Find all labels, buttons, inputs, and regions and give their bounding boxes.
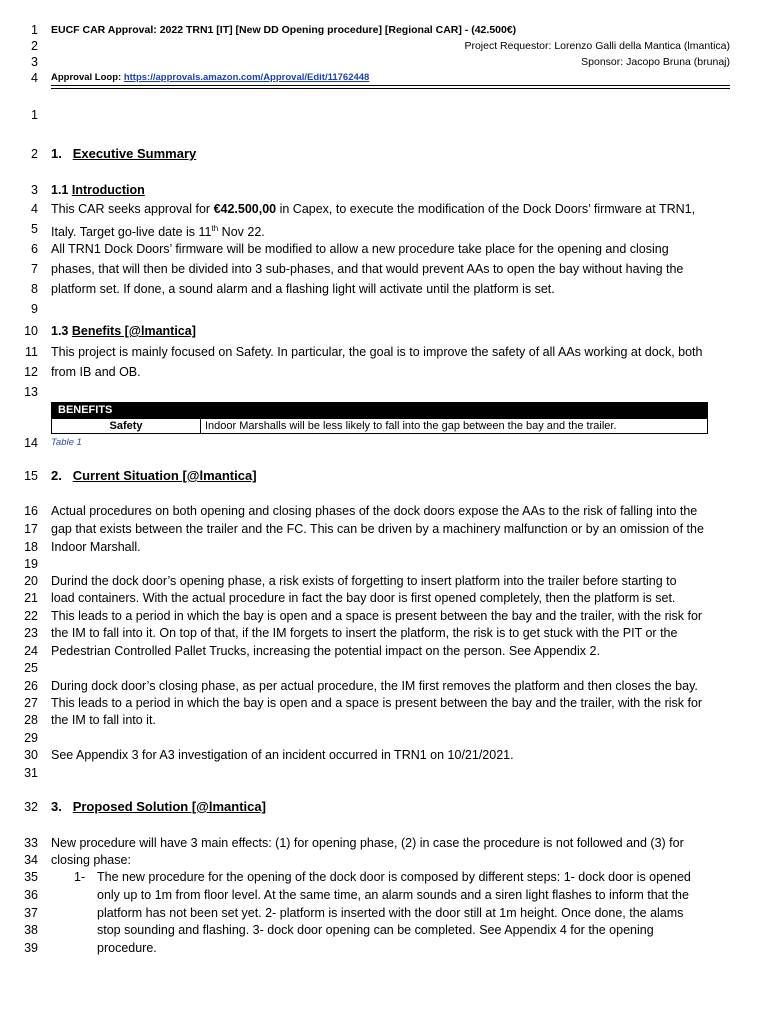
line-number: 19 [24, 557, 38, 571]
line-number: 8 [31, 282, 38, 296]
line-number: 38 [24, 923, 38, 937]
paragraph-line: platform set. If done, a sound alarm and a flashing light will activate until the platform is set. [51, 282, 555, 296]
approval-loop-label: Approval Loop: [51, 72, 124, 83]
line-number: 34 [24, 853, 38, 867]
benefits-table-header: BENEFITS [52, 403, 708, 419]
paragraph-line: phases, that will then be divided into 3 sub-phases, and that would prevent AAs to open the bay without having the [51, 262, 684, 276]
paragraph-line: closing phase: [51, 853, 131, 867]
line-number: 11 [25, 345, 38, 359]
line-number: 37 [24, 906, 38, 920]
list-bullet: 1- [74, 870, 86, 884]
line-number: 23 [24, 626, 38, 640]
paragraph-line: New procedure will have 3 main effects: (1) for opening phase, (2) in case the procedure is not followed and (3) for [51, 836, 684, 850]
line-number: 2 [31, 147, 38, 161]
line-number: 6 [31, 242, 38, 256]
line-number: 35 [24, 870, 38, 884]
line-number: 28 [24, 713, 38, 727]
paragraph-line: the IM to fall into it. [51, 713, 156, 727]
line-number: 20 [24, 574, 38, 588]
paragraph-line: Actual procedures on both opening and closing phases of the dock doors expose the AAs to the risk of falling into the [51, 504, 698, 518]
line-number: 4 [31, 202, 38, 216]
line-number: 17 [24, 522, 38, 536]
line-number: 3 [31, 55, 38, 69]
line-number: 18 [24, 540, 38, 554]
paragraph-line: During dock door’s closing phase, as per actual procedure, the IM first removes the platform and then closes the bay. [51, 679, 698, 693]
line-number: 5 [31, 222, 38, 236]
approval-loop [51, 70, 716, 86]
document-title: EUCF CAR Approval: 2022 TRN1 [IT] [New DD Opening procedure] [Regional CAR] - (42.500€) [51, 24, 517, 36]
benefits-table [51, 402, 708, 434]
line-number: 10 [24, 324, 38, 338]
paragraph-line: All TRN1 Dock Doors’ firmware will be modified to allow a new procedure take place for the opening and closing [51, 242, 669, 256]
line-number: 7 [31, 262, 38, 276]
section-heading-current-situation: 2. Current Situation [@lmantica] [51, 468, 257, 483]
paragraph-line: gap that exists between the trailer and the FC. This can be driven by a machinery malfunction or by an omission of the [51, 522, 704, 536]
paragraph-line: This CAR seeks approval for €42.500,00 in Capex, to execute the modification of the Dock Doors’ firmware at TRN1, [51, 202, 696, 216]
table-row [52, 419, 708, 434]
line-number: 1 [31, 108, 38, 122]
section-heading-executive-summary: 1. Executive Summary [51, 146, 197, 161]
line-number: 9 [31, 302, 38, 316]
paragraph-line: Durind the dock door’s opening phase, a risk exists of forgetting to insert platform into the trailer before starting to [51, 574, 677, 588]
capex-amount: €42.500,00 [213, 202, 277, 216]
line-number: 22 [24, 609, 38, 623]
line-number: 16 [24, 504, 38, 518]
paragraph-line: This project is mainly focused on Safety. In particular, the goal is to improve the safety of all AAs working at dock, both [51, 345, 703, 359]
paragraph-line: Pedestrian Controlled Pallet Trucks, increasing the potential impact on the person. See Appendix 2. [51, 644, 600, 658]
line-number: 15 [24, 469, 38, 483]
line-number: 36 [24, 888, 38, 902]
paragraph-line: Indoor Marshall. [51, 540, 141, 554]
line-number: 39 [24, 941, 38, 955]
list-item-line: only up to 1m from floor level. At the same time, an alarm sounds and a siren light flashes to inform that the [97, 888, 689, 902]
project-requestor: Project Requestor: Lorenzo Galli della Mantica (lmantica) [464, 40, 730, 52]
line-number: 14 [24, 436, 38, 450]
benefit-description: Indoor Marshalls will be less likely to fall into the gap between the bay and the trailer. [201, 419, 708, 434]
line-number: 13 [24, 385, 38, 399]
paragraph-line: This leads to a period in which the bay is open and a space is present between the bay and the trailer, with the risk for [51, 696, 703, 710]
project-sponsor: Sponsor: Jacopo Bruna (brunaj) [581, 56, 730, 68]
paragraph-line: This leads to a period in which the bay is open and a space is present between the bay and the trailer, with the risk for [51, 609, 703, 623]
line-number: 33 [24, 836, 38, 850]
header-rule-double [51, 88, 730, 89]
line-number: 30 [24, 748, 38, 762]
header-rule [51, 85, 730, 86]
line-number: 32 [24, 800, 38, 814]
list-item-line: stop sounding and flashing. 3- dock door opening can be completed. See Appendix 4 for the opening [97, 923, 654, 937]
line-number: 1 [31, 23, 38, 37]
line-number: 29 [24, 731, 38, 745]
paragraph-line: the IM to fall into it. On top of that, if the IM forgets to insert the platform, the risk is to get stuck with the PIT or the [51, 626, 678, 640]
line-number: 2 [31, 39, 38, 53]
approval-link[interactable]: https://approvals.amazon.com/Approval/Edit/11762448 [123, 72, 370, 83]
list-item-line: platform has not been set yet. 2- platform is inserted with the door still at 1m height. Once done, the alams [97, 906, 684, 920]
paragraph-line: See Appendix 3 for A3 investigation of an incident occurred in TRN1 on 10/21/2021. [51, 748, 514, 762]
line-number: 27 [24, 696, 38, 710]
subheading-benefits: 1.3 Benefits [@lmantica] [51, 324, 196, 338]
line-number: 25 [24, 661, 38, 675]
list-item-line: The new procedure for the opening of the dock door is composed by different steps: 1- dock door is opened [97, 870, 691, 884]
list-item-line: procedure. [97, 941, 157, 955]
line-number: 12 [24, 365, 38, 379]
line-number: 24 [24, 644, 38, 658]
paragraph-line: Italy. Target go-live date is 11th Nov 22. [51, 224, 265, 240]
paragraph-line: load containers. With the actual procedure in fact the bay door is first opened completely, then the platform is set. [51, 591, 676, 605]
line-number: 4 [31, 71, 38, 85]
subheading-introduction: 1.1 Introduction [51, 183, 145, 197]
line-number: 31 [24, 766, 38, 780]
benefit-category: Safety [52, 419, 201, 434]
table-caption: Table 1 [51, 437, 82, 448]
paragraph-line: from IB and OB. [51, 365, 141, 379]
line-number: 26 [24, 679, 38, 693]
line-number: 21 [24, 591, 38, 605]
line-number: 3 [31, 183, 38, 197]
section-heading-proposed-solution: 3. Proposed Solution [@lmantica] [51, 799, 266, 814]
